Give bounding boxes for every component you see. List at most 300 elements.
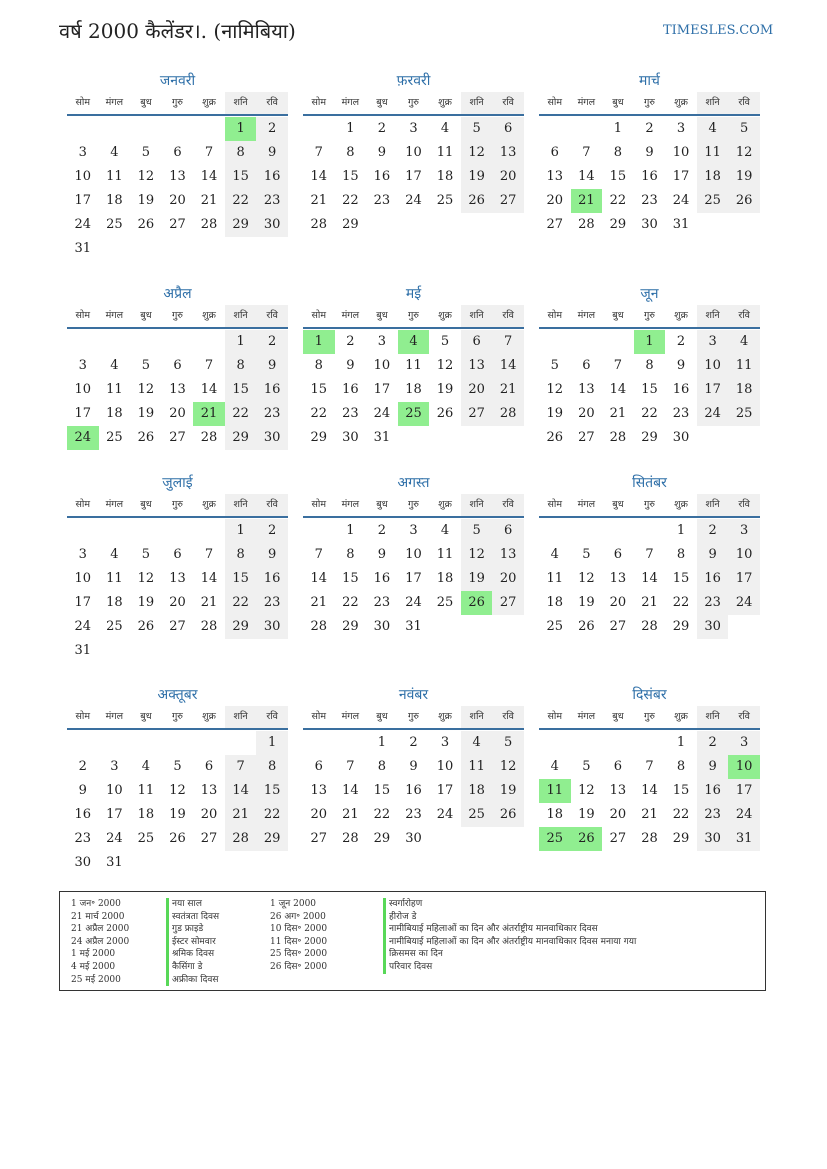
weekday-header: रवि [256,706,288,728]
day-cell: 26 [436,406,454,421]
day-cell: 15 [225,567,257,591]
week-row [539,330,760,354]
weekday-header: सोम [311,97,327,108]
empty-day-cell [193,851,225,875]
day-cell: 16 [373,571,391,586]
empty-day-cell [539,519,571,543]
weekday-header: शुक्र [202,711,216,722]
day-cell: 23 [641,193,658,208]
weekday-header: मंगल [105,97,124,108]
week-row [539,591,760,615]
day-cell: 27 [578,430,595,445]
legend-names-col2 [383,898,636,974]
day-cell: 3 [377,334,387,349]
day-cell: 6 [173,358,182,373]
legend-date: 26 अग॰ 2000 [270,911,326,922]
day-cell: 16 [256,567,288,591]
day-cell: 28 [641,831,658,846]
day-cell: 27 [200,831,218,846]
day-cell: 12 [169,783,186,798]
legend-date: 21 अप्रैल 2000 [71,924,130,935]
weekday-header: गुरु [643,310,655,321]
day-cell: 10 [728,755,760,779]
site-link[interactable]: TIMESLES.COM [663,23,774,38]
legend-date: 21 मार्च 2000 [71,911,125,922]
day-cell: 17 [436,783,454,798]
week-row [67,237,288,261]
legend-date: 11 दिस॰ 2000 [270,936,328,947]
day-cell: 22 [342,595,359,610]
day-cell: 17 [405,571,422,586]
day-cell: 2 [377,523,387,538]
day-cell: 16 [641,169,658,184]
day-cell: 10 [74,382,92,397]
legend-date: 25 मई 2000 [71,974,121,985]
legend-holiday-name: हीरोज डे [383,911,636,924]
day-cell: 24 [728,803,760,827]
day-cell: 7 [204,547,214,562]
day-cell: 24 [436,807,454,822]
empty-day-cell [67,330,99,354]
week-row [539,213,760,237]
day-cell: 27 [461,402,493,426]
day-cell: 9 [377,547,387,562]
day-cell: 2 [78,759,87,774]
day-cell: 19 [492,779,524,803]
week-row [67,141,288,165]
day-cell: 13 [169,571,186,586]
weekday-header: शनि [461,706,493,728]
day-cell: 6 [550,145,559,160]
week-row [539,779,760,803]
day-cell: 26 [169,831,186,846]
day-cell: 26 [461,591,493,615]
day-cell: 2 [377,121,387,136]
week-row [303,141,524,165]
day-cell: 7 [204,358,214,373]
empty-day-cell [429,615,461,639]
day-cell: 24 [405,595,422,610]
weekday-header: शनि [225,706,257,728]
day-cell: 17 [74,193,92,208]
empty-day-cell [429,827,461,851]
day-cell: 11 [436,145,454,160]
week-row [67,827,288,851]
day-cell: 27 [310,831,328,846]
day-cell: 15 [373,783,391,798]
empty-day-cell [571,731,603,755]
empty-day-cell [162,519,194,543]
month-name: जून [640,286,659,302]
day-cell: 18 [106,406,123,421]
empty-day-cell [162,851,194,875]
week-row [539,378,760,402]
month-block [539,684,760,851]
day-cell: 8 [377,759,387,774]
day-cell: 29 [310,430,328,445]
day-cell: 22 [373,807,391,822]
week-row [303,567,524,591]
day-cell: 21 [609,406,627,421]
legend-date: 1 मई 2000 [71,949,116,960]
day-cell: 2 [409,735,418,750]
day-cell: 12 [728,141,760,165]
day-cell: 16 [697,779,729,803]
day-cell: 9 [256,543,288,567]
day-cell: 11 [436,547,454,562]
weekday-header: बुध [612,711,624,722]
day-cell: 10 [106,783,123,798]
day-cell: 26 [728,189,760,213]
weekday-header: रवि [728,494,760,516]
weekday-header: सोम [75,499,91,510]
day-cell: 14 [578,169,595,184]
weekday-header: गुरु [643,499,655,510]
day-cell: 16 [256,378,288,402]
day-cell: 12 [137,571,155,586]
day-cell: 21 [225,803,257,827]
week-row [303,330,524,354]
month-block [539,472,760,639]
week-row [303,543,524,567]
empty-day-cell [429,426,461,450]
day-cell: 29 [672,831,690,846]
empty-day-cell [99,117,131,141]
weekday-header: बुध [140,97,152,108]
week-row [303,827,524,851]
week-row [67,330,288,354]
week-row [303,189,524,213]
day-cell: 21 [492,378,524,402]
day-cell: 28 [609,430,627,445]
week-row [303,731,524,755]
weekday-header: शुक्र [674,711,688,722]
day-cell: 7 [204,145,214,160]
day-cell: 22 [672,807,690,822]
weekday-header: मंगल [105,711,124,722]
day-cell: 24 [373,406,391,421]
day-cell: 24 [405,193,422,208]
weekday-header: सोम [75,97,91,108]
day-cell: 19 [137,406,155,421]
week-row [67,213,288,237]
day-cell: 3 [728,731,760,755]
legend-date: 25 दिस॰ 2000 [270,949,328,960]
weekday-header: रवि [728,92,760,114]
day-cell: 3 [728,519,760,543]
day-cell: 7 [314,547,323,562]
day-cell: 5 [173,759,182,774]
week-row [303,402,524,426]
day-cell: 22 [342,193,359,208]
day-cell: 12 [461,141,493,165]
month-name: अक्तूबर [157,687,198,703]
legend-dates-col2 [270,898,327,974]
weekday-header: रवि [728,305,760,327]
day-cell: 11 [106,571,123,586]
weekday-header: बुध [376,711,388,722]
day-cell: 8 [256,755,288,779]
day-cell: 23 [74,831,92,846]
weekday-header-row [539,494,760,518]
day-cell: 8 [346,547,355,562]
weekday-header: बुध [376,499,388,510]
day-cell: 3 [440,735,450,750]
empty-day-cell [162,639,194,663]
day-cell: 29 [256,827,288,851]
legend-date: 24 अप्रैल 2000 [71,936,130,947]
legend-holiday-name: परिवार दिवस [383,961,636,974]
day-cell: 30 [342,430,359,445]
day-cell: 9 [645,145,654,160]
day-cell: 4 [550,547,559,562]
day-cell: 20 [492,567,524,591]
weekday-header: सोम [75,310,91,321]
weekday-header-row [303,305,524,329]
weekday-header-row [303,494,524,518]
day-cell: 10 [728,543,760,567]
day-cell: 15 [342,169,359,184]
day-cell: 15 [672,571,690,586]
day-cell: 6 [582,358,591,373]
empty-day-cell [398,213,430,237]
day-cell: 2 [697,519,729,543]
legend-date: 1 जन॰ 2000 [71,899,121,909]
day-cell: 27 [609,619,627,634]
empty-day-cell [634,731,666,755]
day-cell: 13 [200,783,218,798]
day-cell: 26 [137,430,155,445]
day-cell: 9 [409,759,418,774]
day-cell: 28 [641,619,658,634]
day-cell: 15 [342,571,359,586]
weekday-header: शनि [697,305,729,327]
day-cell: 27 [169,217,186,232]
day-cell: 23 [342,406,359,421]
day-cell: 24 [67,426,99,450]
empty-day-cell [539,117,571,141]
day-cell: 6 [613,547,623,562]
day-cell: 24 [697,402,729,426]
empty-day-cell [571,117,603,141]
empty-day-cell [461,213,493,237]
day-cell: 17 [672,169,690,184]
day-cell: 4 [110,358,119,373]
day-cell: 18 [436,571,454,586]
empty-day-cell [303,519,335,543]
weekday-header: गुरु [171,97,183,108]
weekday-header: रवि [492,305,524,327]
month-name: मार्च [639,73,660,89]
holiday-legend [59,891,766,991]
weekday-header: बुध [612,310,624,321]
empty-day-cell [99,330,131,354]
day-cell: 8 [346,145,355,160]
weekday-header-row [539,706,760,730]
day-cell: 29 [373,831,391,846]
day-cell: 27 [609,831,627,846]
day-cell: 28 [310,619,328,634]
day-cell: 30 [256,213,288,237]
day-cell: 21 [342,807,359,822]
empty-day-cell [130,519,162,543]
weekday-header: सोम [311,711,327,722]
month-block [539,283,760,450]
day-cell: 4 [110,145,119,160]
day-cell: 29 [225,426,257,450]
day-cell: 15 [310,382,328,397]
day-cell: 5 [550,358,559,373]
page-title: वर्ष 2000 कैलेंडर।. (नामिबिया) [59,19,296,43]
day-cell: 30 [672,430,690,445]
day-cell: 18 [106,193,123,208]
weekday-header: शनि [225,305,257,327]
week-row [539,567,760,591]
day-cell: 21 [200,193,218,208]
week-row [303,213,524,237]
legend-holiday-name: नामीबियाई महिलाओं का दिन और अंतर्राष्ट्रीय मानवाधिकार दिवस [383,923,636,936]
day-cell: 8 [314,358,323,373]
weekday-header: बुध [376,97,388,108]
week-row [539,543,760,567]
weekday-header: सोम [311,499,327,510]
day-cell: 31 [405,619,422,634]
day-cell: 25 [137,831,155,846]
weekday-header-row [67,92,288,116]
weekday-header: रवि [728,706,760,728]
month-block [303,684,524,851]
day-cell: 28 [578,217,595,232]
day-cell: 2 [676,334,686,349]
weekday-header-row [67,494,288,518]
day-cell: 26 [546,430,564,445]
day-cell: 16 [342,382,359,397]
week-row [67,851,288,875]
day-cell: 28 [225,827,257,851]
day-cell: 21 [193,402,225,426]
day-cell: 19 [578,807,595,822]
week-row [539,165,760,189]
day-cell: 1 [676,523,686,538]
day-cell: 13 [546,169,564,184]
day-cell: 20 [578,406,595,421]
week-row [67,543,288,567]
day-cell: 7 [613,358,623,373]
day-cell: 10 [74,169,92,184]
empty-day-cell [225,851,257,875]
day-cell: 5 [141,358,151,373]
weekday-header: बुध [376,310,388,321]
day-cell: 14 [641,783,658,798]
weekday-header-row [539,305,760,329]
weekday-header: शुक्र [674,499,688,510]
weekday-header: मंगल [577,97,596,108]
weekday-header: बुध [140,499,152,510]
day-cell: 17 [106,807,123,822]
day-cell: 17 [74,406,92,421]
day-cell: 14 [310,571,328,586]
day-cell: 14 [342,783,359,798]
empty-day-cell [130,330,162,354]
weekday-header: शनि [225,494,257,516]
week-row [539,117,760,141]
day-cell: 25 [436,193,454,208]
empty-day-cell [99,519,131,543]
weekday-header: शनि [697,706,729,728]
day-cell: 14 [225,779,257,803]
day-cell: 18 [546,595,564,610]
weekday-header: बुध [140,310,152,321]
legend-date: 4 मई 2000 [71,961,116,972]
day-cell: 2 [256,117,288,141]
day-cell: 14 [310,169,328,184]
day-cell: 31 [728,827,760,851]
day-cell: 6 [204,759,214,774]
day-cell: 13 [310,783,328,798]
day-cell: 1 [377,735,387,750]
day-cell: 24 [74,217,92,232]
day-cell: 9 [346,358,355,373]
empty-day-cell [602,519,634,543]
weekday-header: शुक्र [202,310,216,321]
day-cell: 19 [728,165,760,189]
weekday-header: सोम [547,310,563,321]
week-row [539,827,760,851]
day-cell: 13 [609,783,627,798]
day-cell: 11 [137,783,155,798]
day-cell: 31 [74,241,92,256]
month-name: जनवरी [159,73,196,89]
day-cell: 26 [137,217,155,232]
day-cell: 3 [409,523,418,538]
day-cell: 9 [697,755,729,779]
day-cell: 5 [141,145,151,160]
weekday-header: बुध [612,499,624,510]
day-cell: 22 [641,406,658,421]
day-cell: 23 [672,406,690,421]
month-name: सितंबर [632,475,667,491]
weekday-header: गुरु [407,499,419,510]
day-cell: 23 [373,595,391,610]
day-cell: 1 [676,735,686,750]
day-cell: 9 [697,543,729,567]
day-cell: 4 [141,759,151,774]
empty-day-cell [602,731,634,755]
day-cell: 17 [405,169,422,184]
day-cell: 21 [641,595,658,610]
weekday-header: मंगल [577,310,596,321]
empty-day-cell [256,851,288,875]
day-cell: 9 [78,783,87,798]
day-cell: 13 [169,169,186,184]
day-cell: 28 [310,217,328,232]
weekday-header: मंगल [341,499,360,510]
day-cell: 14 [200,382,218,397]
day-cell: 2 [256,330,288,354]
day-cell: 19 [461,567,493,591]
weekday-header: गुरु [643,711,655,722]
day-cell: 7 [582,145,591,160]
month-name: फ़रवरी [396,73,431,89]
day-cell: 30 [373,619,391,634]
week-row [303,615,524,639]
week-row [67,519,288,543]
day-cell: 13 [578,382,595,397]
empty-day-cell [193,731,225,755]
day-cell: 29 [672,619,690,634]
empty-day-cell [335,731,367,755]
week-row [539,354,760,378]
